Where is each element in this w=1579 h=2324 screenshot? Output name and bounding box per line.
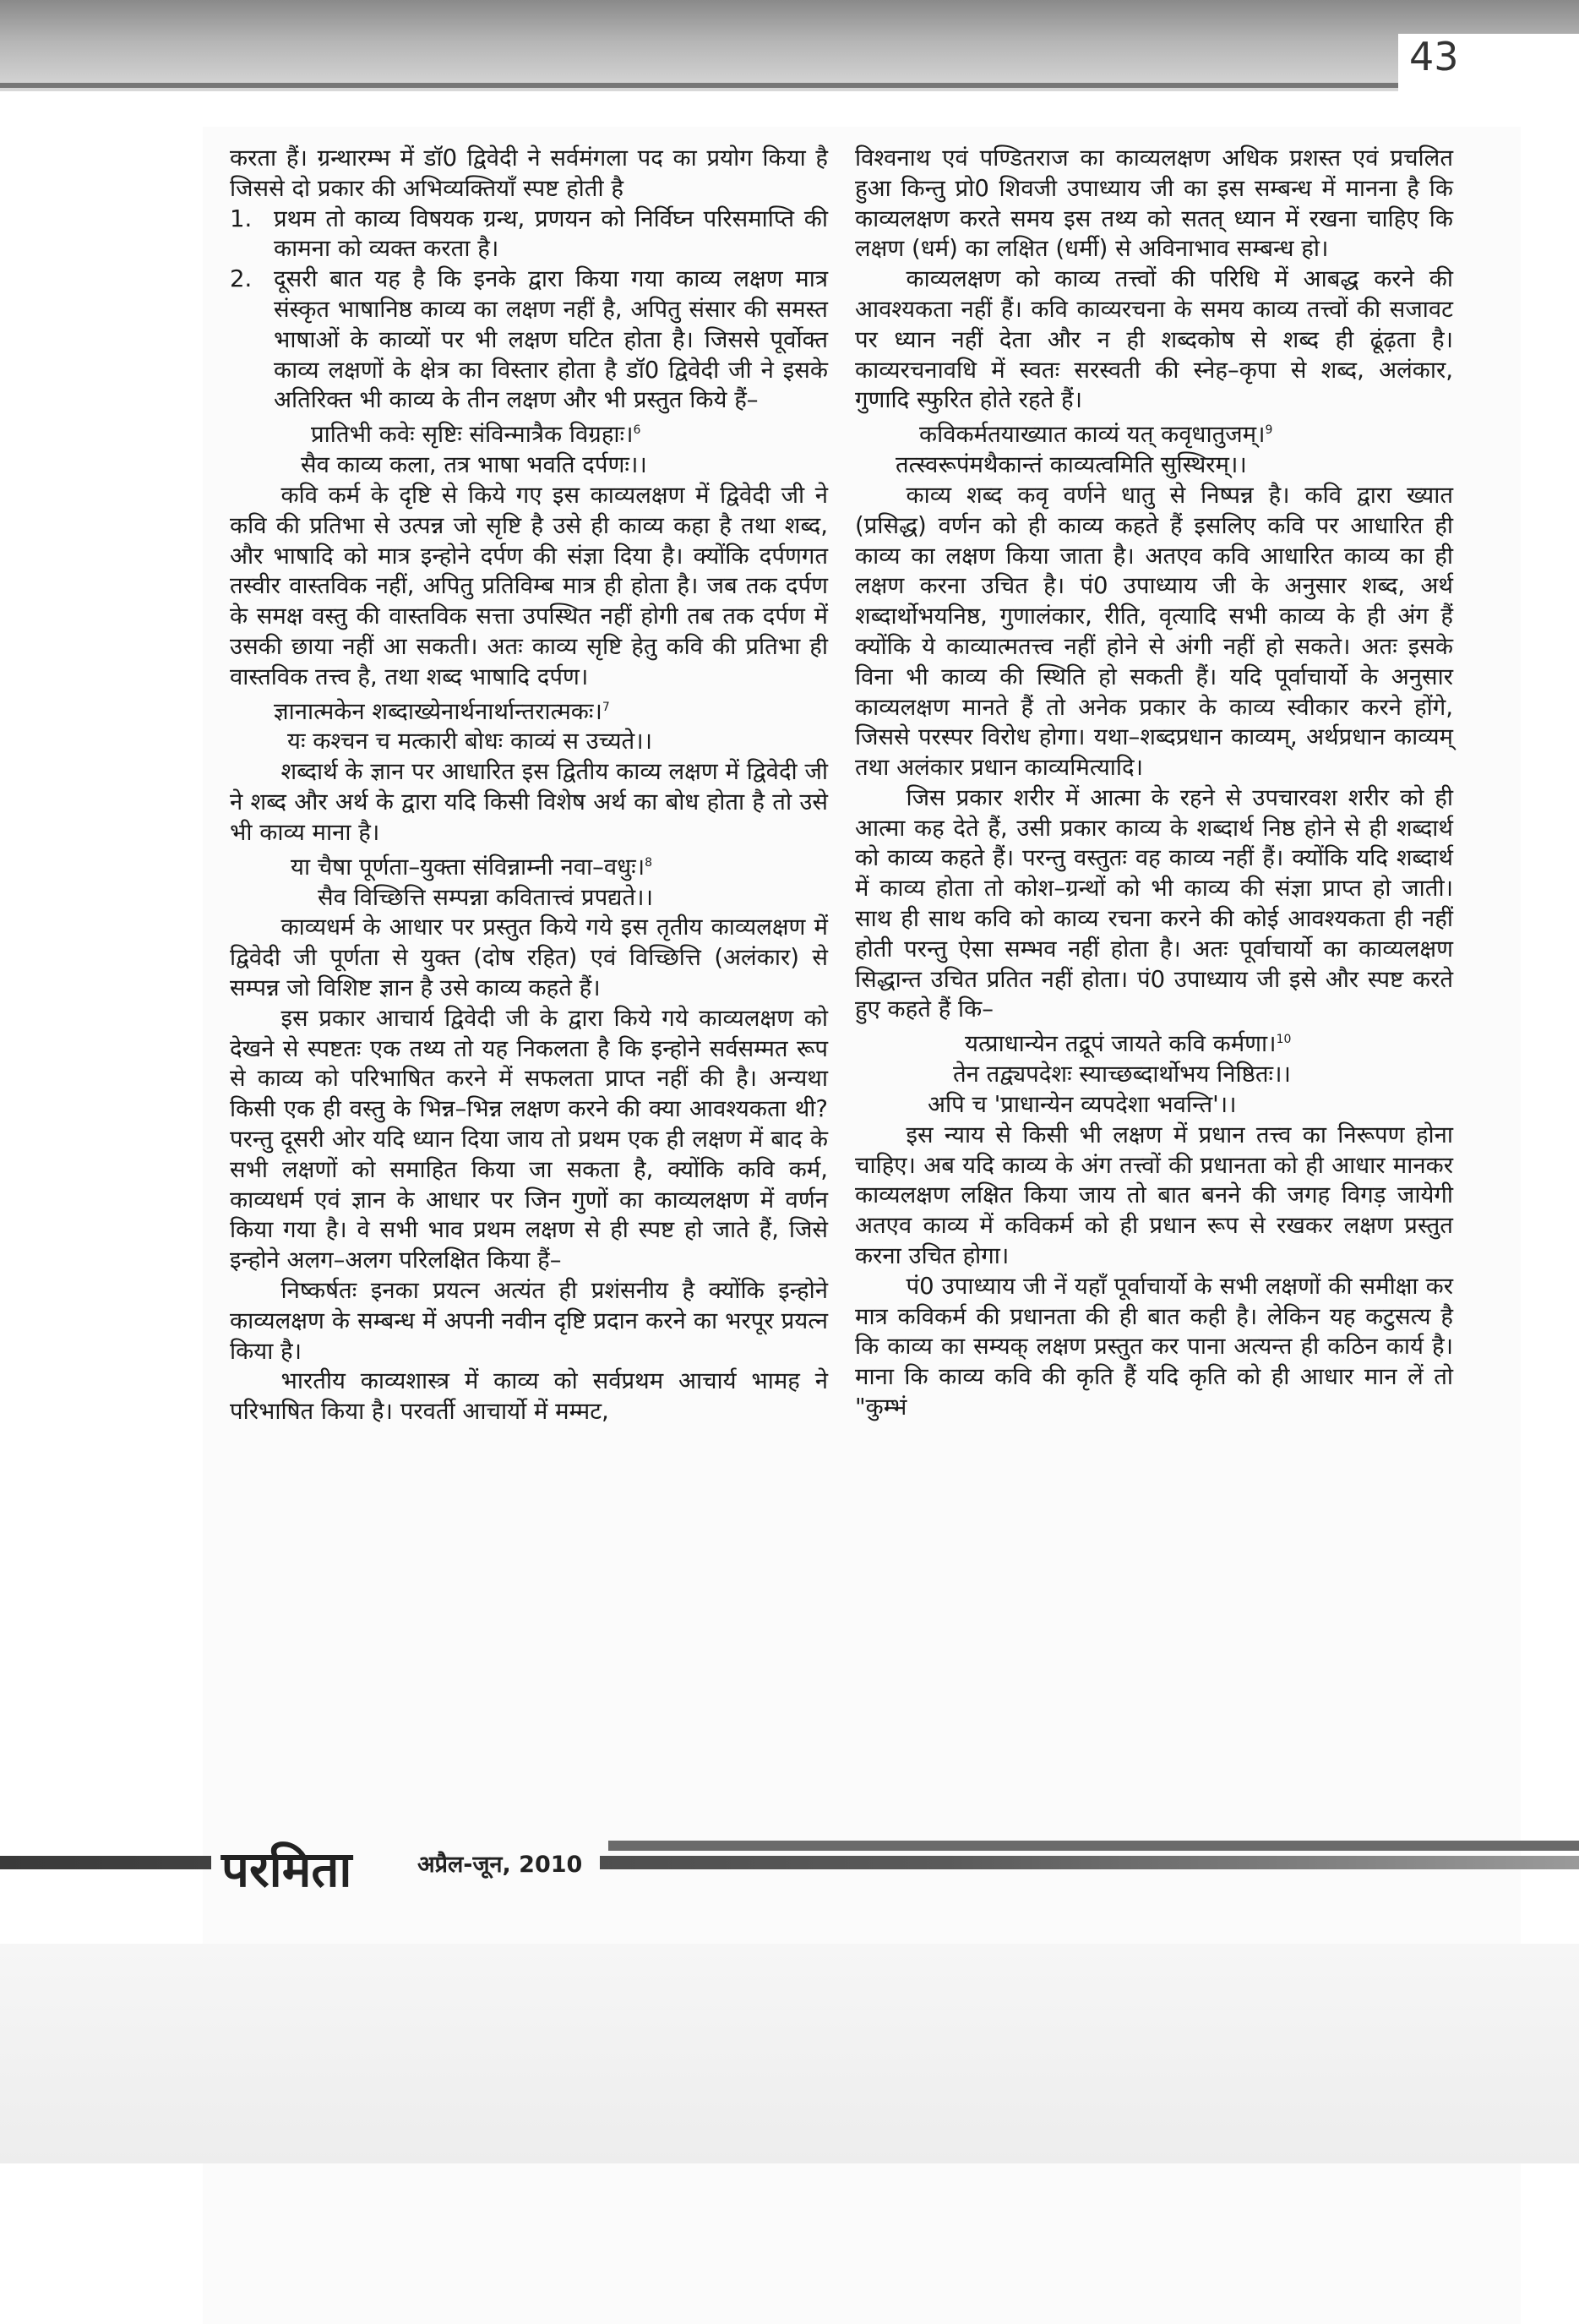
verse-line: अपि च 'प्राधान्येन व्यपदेशा भवन्ति'।। [928, 1091, 1237, 1119]
verse-line: या चैषा पूर्णता–युक्ता संविन्नाम्नी नवा–वधुः।$^8$ [291, 853, 653, 881]
footnote-marker: 10 [1276, 1033, 1292, 1047]
paragraph: पं0 उपाध्याय जी नें यहाँ पूर्वाचार्यो के सभी लक्षणों की समीक्षा कर मात्र कविकर्म की प्रधानता की ही बात कही है। लेकिन यह कटुसत्य है कि काव्य का सम्यक् लक्षण प्रस्तुत कर पाना अत्यन्त ही कठिन कार्य है। माना कि काव्य कवि की कृति हैं यदि कृति को ही आधार मान लें तो "कुम्भं [855, 1272, 1453, 1421]
verse-line: तेन तद्व्यपदेशः स्याच्छब्दार्थोभय निष्ठितः।। [953, 1061, 1291, 1088]
paragraph: निष्कर्षतः इनका प्रयत्न अत्यंत ही प्रशंसनीय है क्योंकि इन्होने काव्यलक्षण के सम्बन्ध में अपनी नवीन दृष्टि प्रदान करने का भरपूर प्रयत्न किया है। [230, 1276, 828, 1365]
list-number: 1. [230, 205, 253, 232]
paragraph: कवि कर्म के दृष्टि से किये गए इस काव्यलक्षण में द्विवेदी जी ने कवि की प्रतिभा से उत्पन्न जो सृष्टि है उसे ही काव्य कहा है तथा शब्द, और भाषादि को मात्र इन्होने दर्पण की संज्ञा दिया है। क्योंकि दर्पणगत तस्वीर वास्तविक नहीं, अपितु प्रतिविम्ब मात्र ही होता है। जब तक दर्पण के समक्ष वस्तु की वास्तविक सत्ता उपस्थित नहीं होगी तब तक दर्पण में उसकी छाया नहीं आ सकती। अतः काव्य सृष्टि हेतु कवि की प्रतिभा ही वास्तविक तत्त्व है, तथा शब्द भाषादि दर्पण। [230, 481, 828, 690]
list-number: 2. [230, 265, 253, 293]
footnote-marker: 7 [602, 700, 610, 714]
top-header-band [0, 0, 1579, 91]
verse-line: सैव काव्य कला, तत्र भाषा भवति दर्पणः।। [301, 451, 647, 479]
verse-line: यत्प्राधान्येन तद्रूपं जायते कवि कर्मणा।$^{10}$ [965, 1030, 1292, 1058]
right-column [855, 144, 1453, 1423]
list-text: प्रथम तो काव्य विषयक ग्रन्थ, प्रणयन को निर्विघ्न परिसमाप्ति की कामना को व्यक्त करता है। [274, 205, 828, 263]
paragraph: करता हैं। ग्रन्थारम्भ में डॉ0 द्विवेदी ने सर्वमंगला पद का प्रयोग किया है जिससे दो प्रकार की अभिव्यक्तियाँ स्पष्ट होती है [230, 145, 828, 202]
verse-line: तत्स्वरूपंमथैकान्तं काव्यत्वमिति सुस्थिरम्।। [896, 451, 1247, 479]
paragraph: शब्दार्थ के ज्ञान पर आधारित इस द्वितीय काव्य लक्षण में द्विवेदी जी ने शब्द और अर्थ के द्वारा यदि किसी विशेष अर्थ का बोध होता है तो उसे भी काव्य माना है। [230, 758, 828, 846]
footnote-marker: 6 [633, 423, 641, 438]
verse-line: ज्ञानात्मकेन शब्दाख्येनार्थनार्थान्तरात्मकः।$^7$ [274, 697, 610, 725]
paragraph: जिस प्रकार शरीर में आत्मा के रहने से उपचारवश शरीर को ही आत्मा कह देते हैं, उसी प्रकार काव्य के शब्दार्थ निष्ठ होने से ही शब्दार्थ को काव्य कहते हैं। परन्तु वस्तुतः वह काव्य नहीं हैं। क्योंकि यदि शब्दार्थ में काव्य होता तो कोश–ग्रन्थों को भी काव्य की संज्ञा प्राप्त हो जाती। साथ ही साथ कवि को काव्य रचना करने की कोई आवश्यकता ही नहीं होती परन्तु ऐसा सम्भव नहीं होता है। अतः पूर्वाचार्यो का काव्यलक्षण सिद्धान्त उचित प्रतित नहीं होता। पं0 उपाध्याय जी इसे और स्पष्ट करते हुए कहते हैं कि– [855, 783, 1453, 1023]
paragraph: काव्यलक्षण को काव्य तत्त्वों की परिधि में आबद्ध करने की आवश्यकता नहीं हैं। कवि काव्यरचना के समय काव्य तत्त्वों की सजावट पर ध्यान नहीं देता और न ही शब्दकोष से शब्द ही ढूंढ़ता है। काव्यरचनावधि में स्वतः सरस्वती की स्नेह–कृपा से शब्द, अलंकार, गुणादि स्फुरित होते रहते हैं। [855, 265, 1453, 414]
list-item [230, 265, 828, 416]
footnote-marker: 8 [645, 855, 653, 870]
verse-line: प्रातिभी कवेः सृष्टिः संविन्मात्रैक विग्रहाः।$^6$ [311, 421, 641, 449]
verse-line: सैव विच्छित्ति सम्पन्ना कवितात्त्वं प्रपद्यते।। [318, 883, 654, 911]
paragraph: इस प्रकार आचार्य द्विवेदी जी के द्वारा किये गये काव्यलक्षण को देखने से स्पष्टतः एक तथ्य तो यह निकलता है कि इन्होने सर्वसम्मत रूप से काव्य को परिभाषित करने में सफलता प्राप्त नहीं की है। अन्यथा किसी एक ही वस्तु के भिन्न–भिन्न लक्षण करने की क्या आवश्यकता थी? परन्तु दूसरी ओर यदि ध्यान दिया जाय तो प्रथम एक ही लक्षण में बाद के सभी लक्षणों को समाहित किया जा सकता है, क्योंकि कवि कर्म, काव्यधर्म एवं ज्ञान के आधार पर जिन गुणों का काव्यलक्षण में वर्णन किया गया है। वे सभी भाव प्रथम लक्षण से ही स्पष्ट हो जाते हैं, जिसे इन्होने अलग–अलग परिलक्षित किया हैं– [230, 1004, 828, 1274]
paragraph: इस न्याय से किसी भी लक्षण में प्रधान तत्त्व का निरूपण होना चाहिए। अब यदि काव्य के अंग तत्त्वों की प्रधानता को ही आधार मानकर काव्यलक्षण लक्षित किया जाय तो बात बनने की जगह विगड़ जायेगी अतएव काव्य में कविकर्म को ही प्रधान रूप से रखकर लक्षण प्रस्तुत करना उचित होगा। [855, 1121, 1453, 1269]
left-column [230, 144, 828, 1427]
journal-logo: परमिता [221, 1841, 352, 1898]
paragraph: काव्य शब्द कवृ वर्णने धातु से निष्पन्न है। कवि द्वारा ख्यात (प्रसिद्ध) वर्णन को ही काव्य कहते हैं इसलिए कवि पर आधारित ही काव्य का लक्षण किया जाता है। अतएव कवि आधारित काव्य का ही लक्षण करना उचित है। पं0 उपाध्याय जी के अनुसार शब्द, अर्थ शब्दार्थोभयनिष्ठ, गुणालंकार, रीति, वृत्यादि सभी काव्य के ही अंग हैं क्योंकि ये काव्यात्मतत्त्व नहीं होने से अंगी नहीं हो सकते। अतः इसके विना भी काव्य की स्थिति हो सकती हैं। यदि पूर्वाचार्यो के अनुसार काव्यलक्षण मानते हैं तो अनेक प्रकार के काव्य स्वीकार करने होंगे, जिससे परस्पर विरोध होगा। यथा–शब्दप्रधान काव्यम्, अर्थप्रधान काव्यम् तथा अलंकार प्रधान काव्यमित्यादि। [855, 481, 1453, 782]
footnote-marker: 9 [1265, 423, 1273, 438]
bottom-margin [0, 1944, 1579, 2163]
verse-line: कविकर्मतयाख्यात काव्यं यत् कवृधातुजम्।$^9$ [919, 421, 1273, 449]
verse-line: यः कश्चन च मत्कारी बोधः काव्यं स उच्यते।। [287, 728, 653, 756]
list-item [230, 205, 828, 265]
paragraph: भारतीय काव्यशास्त्र में काव्य को सर्वप्रथम आचार्य भामह ने परिभाषित किया है। परवर्ती आचार्यो में मम्मट, [230, 1367, 828, 1426]
page-number: 43 [1409, 34, 1459, 79]
footer-rule-upper [608, 1841, 1579, 1851]
header-rule [0, 83, 1402, 88]
issue-date: अप्रैल-जून, 2010 [417, 1852, 583, 1878]
list-text: दूसरी बात यह है कि इनके द्वारा किया गया काव्य लक्षण मात्र संस्कृत भाषानिष्ठ काव्य का लक्षण नहीं है, अपितु संसार की समस्त भाषाओं के काव्यों पर भी लक्षण घटित होता है। जिससे पूर्वोक्त काव्य लक्षणों के क्षेत्र का विस्तार होता है डॉ0 द्विवेदी जी ने इसके अतिरिक्त भी काव्य के तीन लक्षण और भी प्रस्तुत किये हैं– [274, 265, 828, 414]
paragraph: विश्वनाथ एवं पण्डितराज का काव्यलक्षण अधिक प्रशस्त एवं प्रचलित हुआ किन्तु प्रो0 शिवजी उपाध्याय जी का इस सम्बन्ध में मानना है कि काव्यलक्षण करते समय इस तथ्य को सतत् ध्यान में रखना चाहिए कि लक्षण (धर्म) का लक्षित (धर्मी) से अविनाभाव सम्बन्ध हो। [855, 145, 1453, 263]
paragraph: काव्यधर्म के आधार पर प्रस्तुत किये गये इस तृतीय काव्यलक्षण में द्विवेदी जी पूर्णता से युक्त (दोष रहित) एवं विच्छित्ति (अलंकार) से सम्पन्न जो विशिष्ट ज्ञान है उसे काव्य कहते हैं। [230, 914, 828, 1001]
